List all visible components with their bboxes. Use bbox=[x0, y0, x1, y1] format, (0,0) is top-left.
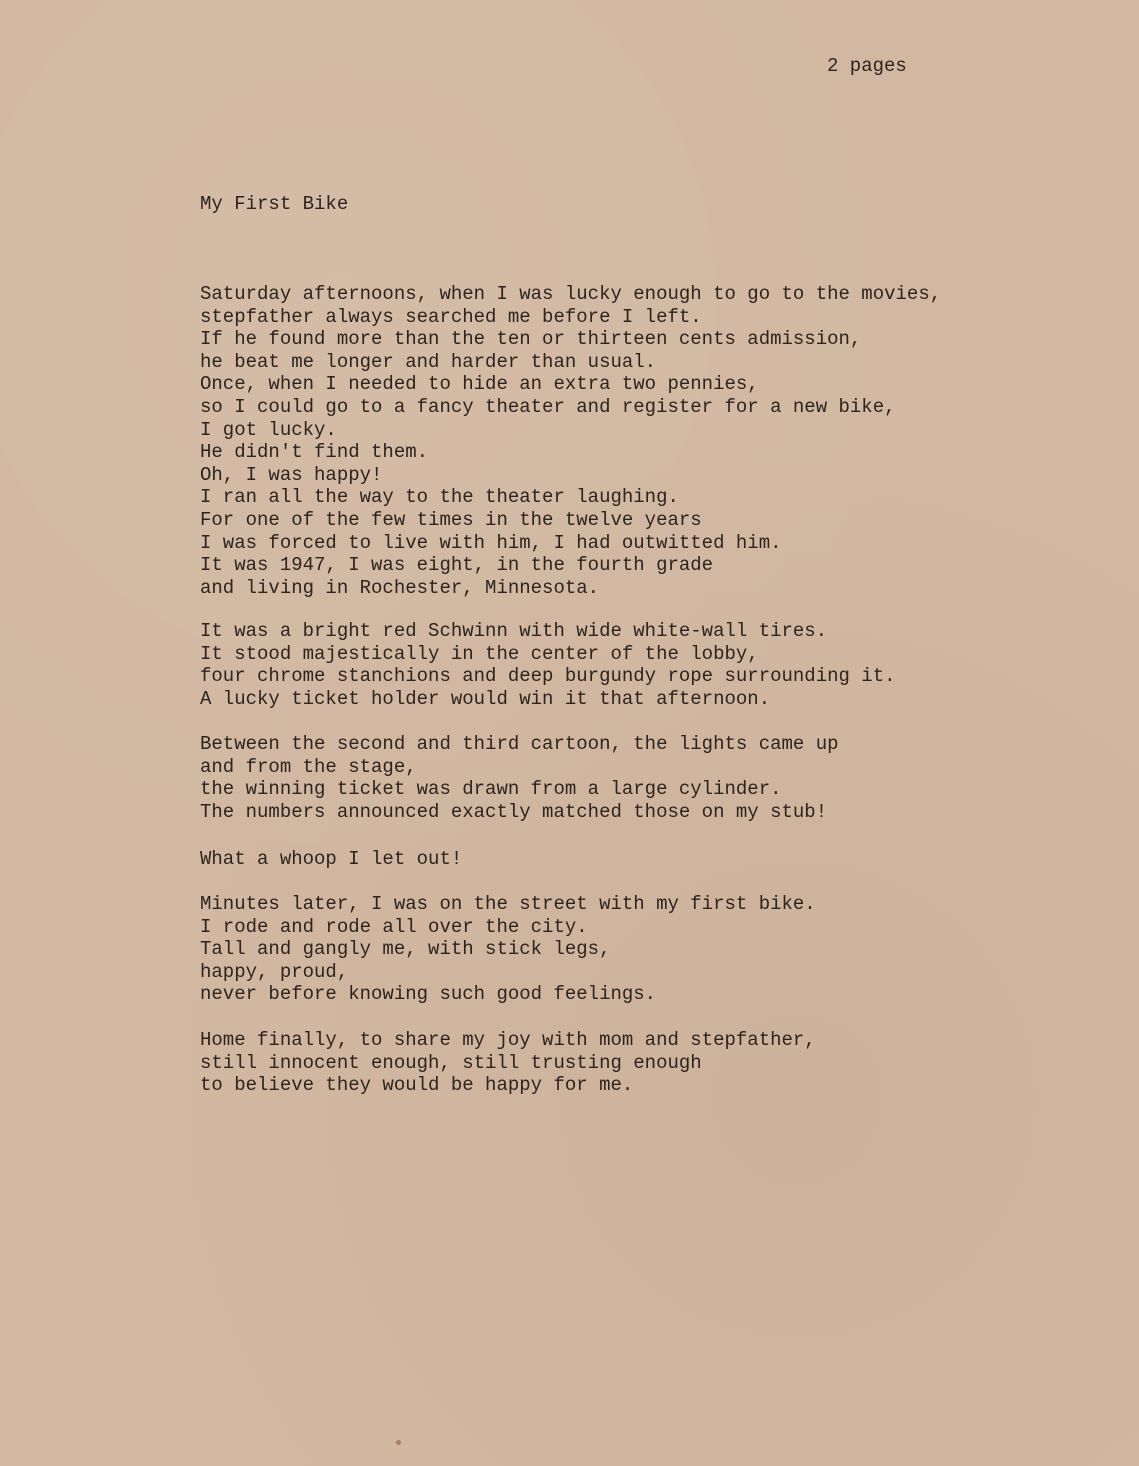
poem-line: still innocent enough, still trusting enough bbox=[200, 1051, 702, 1074]
poem-line: I ran all the way to the theater laughing. bbox=[200, 486, 679, 509]
document-title: My First Bike bbox=[200, 193, 349, 215]
poem-line: to believe they would be happy for me. bbox=[200, 1074, 634, 1097]
poem-line: happy, proud, bbox=[200, 960, 349, 983]
poem-line: the winning ticket was drawn from a large cylinder. bbox=[200, 778, 782, 801]
poem-line: The numbers announced exactly matched those on my stub! bbox=[200, 800, 828, 823]
poem-line: It was a bright red Schwinn with wide white-wall tires. bbox=[200, 620, 828, 642]
paper-speck bbox=[396, 1440, 401, 1445]
poem-line: never before knowing such good feelings. bbox=[200, 983, 657, 1006]
poem-line: It was 1947, I was eight, in the fourth grade bbox=[200, 554, 714, 577]
poem-line: A lucky ticket holder would win it that afternoon. bbox=[200, 687, 771, 710]
poem-line: He didn't find them. bbox=[200, 441, 429, 464]
poem-line: Saturday afternoons, when I was lucky enough to go to the movies, bbox=[200, 283, 942, 305]
page-count: 2 pages bbox=[827, 55, 907, 77]
poem-line: Tall and gangly me, with stick legs, bbox=[200, 938, 611, 961]
poem-line: four chrome stanchions and deep burgundy rope surrounding it. bbox=[200, 665, 896, 688]
poem-line: he beat me longer and harder than usual. bbox=[200, 350, 657, 373]
poem-line: Once, when I needed to hide an extra two pennies, bbox=[200, 373, 759, 396]
poem-line: For one of the few times in the twelve years bbox=[200, 508, 702, 531]
stanza bbox=[200, 848, 462, 871]
poem-line: I was forced to live with him, I had outwitted him. bbox=[200, 531, 782, 554]
poem-line: and living in Rochester, Minnesota. bbox=[200, 576, 600, 599]
poem-line: I rode and rode all over the city. bbox=[200, 915, 588, 938]
poem-line: I got lucky. bbox=[200, 418, 337, 441]
poem-line: It stood majestically in the center of the lobby, bbox=[200, 642, 759, 665]
poem-line: Oh, I was happy! bbox=[200, 463, 383, 486]
stanza bbox=[200, 620, 896, 710]
poem-line: and from the stage, bbox=[200, 755, 417, 778]
poem-line: Between the second and third cartoon, the lights came up bbox=[200, 733, 839, 755]
poem-line: If he found more than the ten or thirteen cents admission, bbox=[200, 328, 862, 351]
poem-line: so I could go to a fancy theater and register for a new bike, bbox=[200, 395, 896, 418]
stanza bbox=[200, 893, 816, 1006]
stanza bbox=[200, 1029, 816, 1097]
stanza bbox=[200, 283, 941, 599]
poem-line: stepfather always searched me before I left. bbox=[200, 305, 702, 328]
poem-line: Minutes later, I was on the street with my first bike. bbox=[200, 893, 816, 915]
poem-line: Home finally, to share my joy with mom and stepfather, bbox=[200, 1029, 816, 1051]
stanza bbox=[200, 733, 839, 823]
poem-line: What a whoop I let out! bbox=[200, 848, 463, 870]
